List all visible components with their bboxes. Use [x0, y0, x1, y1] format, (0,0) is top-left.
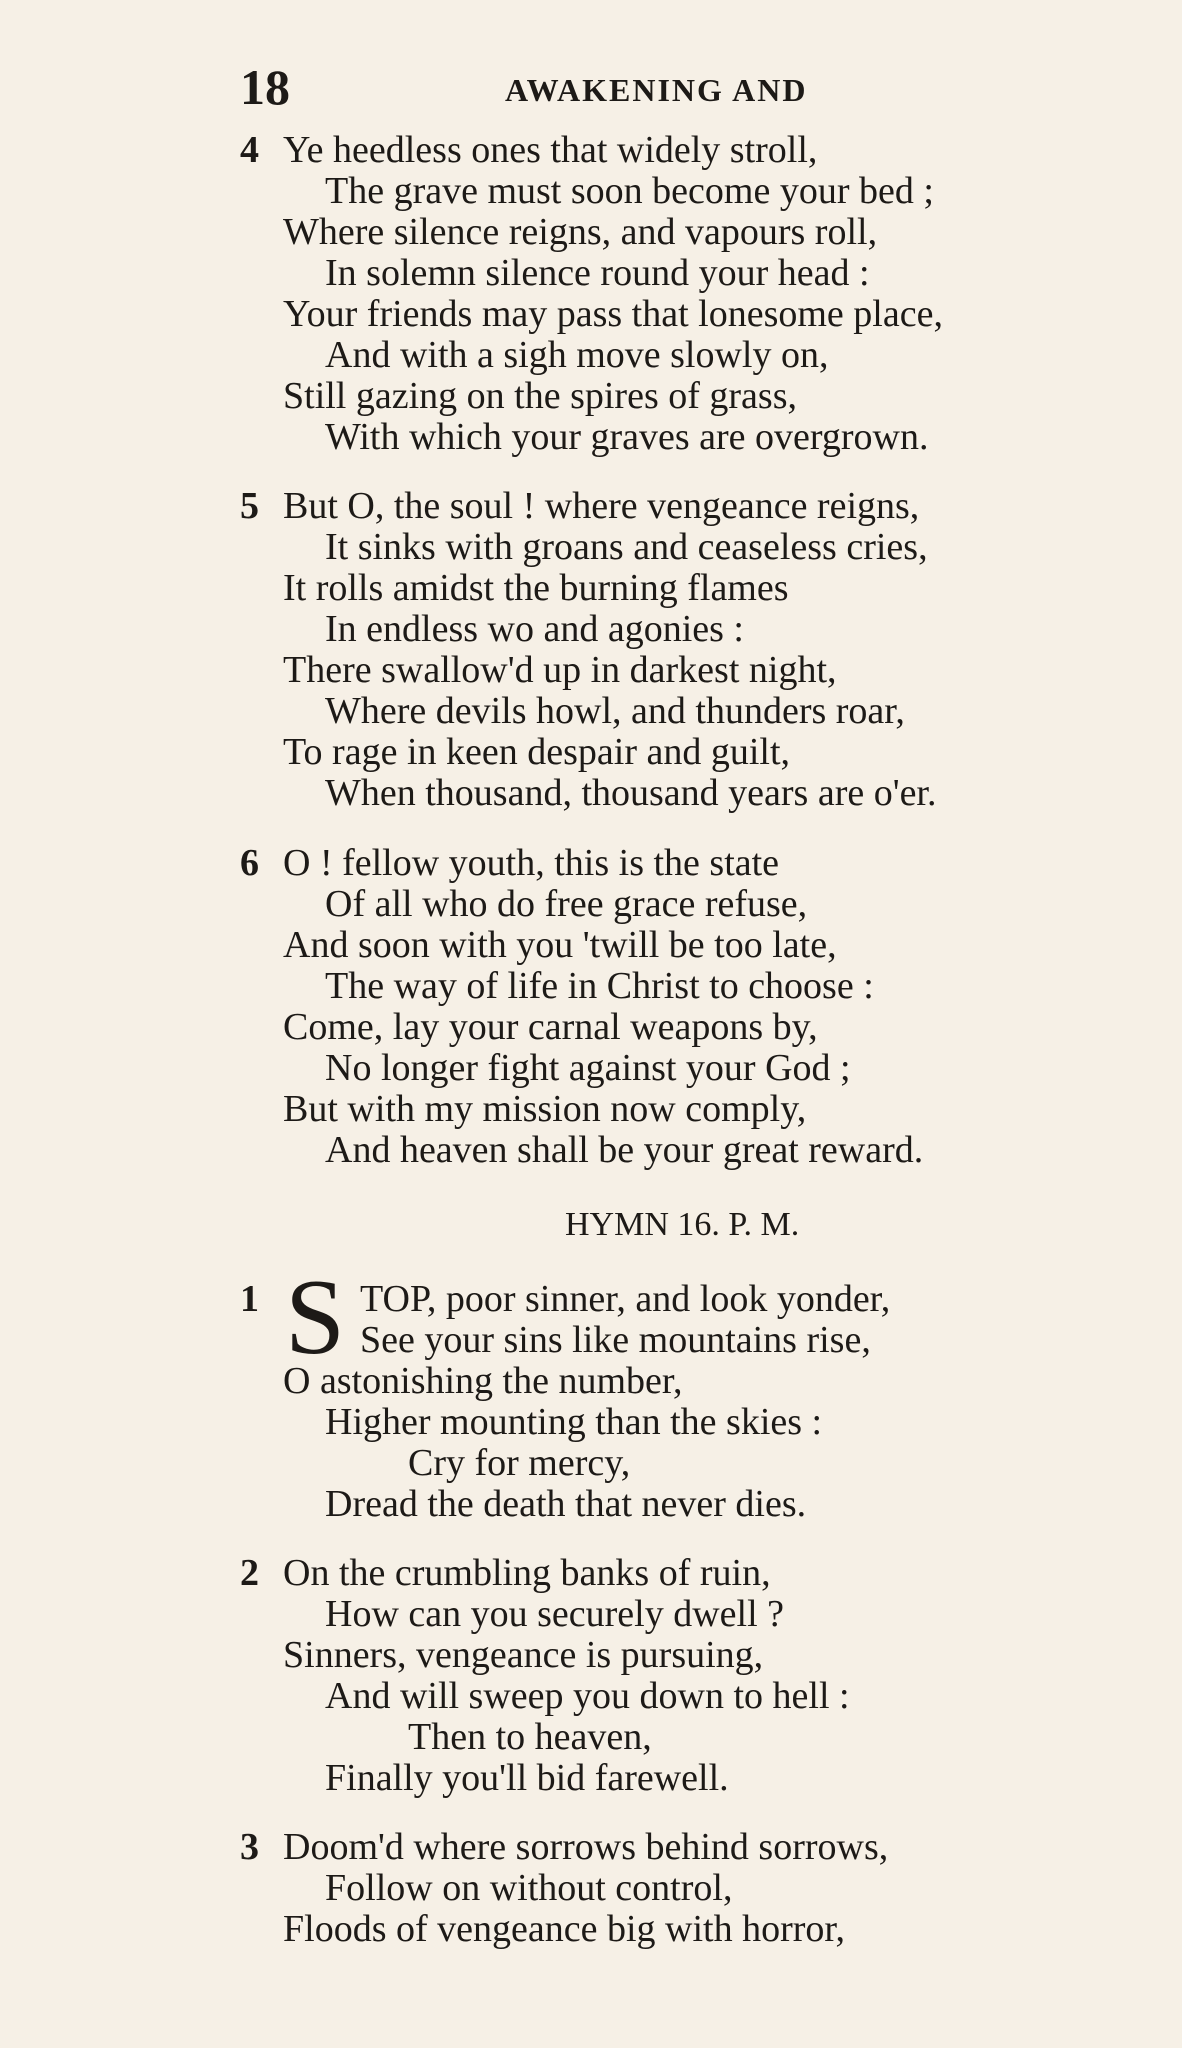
verse-text: Where devils howl, and thunders roar,	[325, 690, 905, 732]
verse-text: Still gazing on the spires of grass,	[283, 375, 797, 417]
verse-text: Cry for mercy,	[408, 1442, 631, 1484]
verse-text: Your friends may pass that lonesome place,	[283, 293, 943, 335]
verse-text: To rage in keen despair and guilt,	[283, 731, 791, 773]
verse-text: Floods of vengeance big with horror,	[283, 1908, 846, 1950]
stanza-number: 1	[240, 1278, 259, 1320]
verse-text: See your sins like mountains rise,	[360, 1319, 871, 1361]
drop-cap: S	[285, 1258, 346, 1377]
verse-text: Of all who do free grace refuse,	[325, 883, 808, 925]
verse-text: In endless wo and agonies :	[325, 608, 744, 650]
stanza-number: 3	[240, 1826, 259, 1868]
verse-text: And soon with you 'twill be too late,	[283, 924, 837, 966]
hymn-title-text: HYMN 16. P. M.	[565, 1206, 800, 1243]
verse-text: Doom'd where sorrows behind sorrows,	[283, 1826, 889, 1868]
verse-text: On the crumbling banks of ruin,	[283, 1552, 771, 1594]
stanza-number: 2	[240, 1552, 259, 1594]
stanza-number: 6	[240, 842, 259, 884]
verse-text: O ! fellow youth, this is the state	[283, 842, 780, 884]
verse-text: The grave must soon become your bed ;	[325, 170, 934, 212]
stanza-number: 4	[240, 129, 259, 171]
page-number: 18	[240, 59, 290, 115]
stanza-number: 5	[240, 485, 259, 527]
verse-text: Ye heedless ones that widely stroll,	[283, 129, 818, 171]
verse-text: Finally you'll bid farewell.	[325, 1757, 729, 1799]
verse-text: Come, lay your carnal weapons by,	[283, 1006, 818, 1048]
verse-text: When thousand, thousand years are o'er.	[325, 772, 937, 814]
verse-text: It rolls amidst the burning flames	[283, 567, 789, 609]
verse-text: But with my mission now comply,	[283, 1088, 807, 1130]
verse-text: How can you securely dwell ?	[325, 1593, 785, 1635]
verse-text: No longer fight against your God ;	[325, 1047, 851, 1089]
verse-text: Sinners, vengeance is pursuing,	[283, 1634, 764, 1676]
verse-text: O astonishing the number,	[283, 1360, 683, 1402]
verse-text: Then to heaven,	[408, 1716, 652, 1758]
hymn-title	[0, 1203, 1182, 1247]
verse-text: In solemn silence round your head :	[325, 252, 870, 294]
verse-text: There swallow'd up in darkest night,	[283, 649, 837, 691]
verse-text: It sinks with groans and ceaseless cries,	[325, 526, 928, 568]
verse-text: Dread the death that never dies.	[325, 1483, 807, 1525]
verse-text: And heaven shall be your great reward.	[325, 1129, 924, 1171]
verse-text: Higher mounting than the skies :	[325, 1401, 823, 1443]
page-header	[0, 58, 1182, 118]
verse-text: But O, the soul ! where vengeance reigns,	[283, 485, 920, 527]
verse-text: And will sweep you down to hell :	[325, 1675, 850, 1717]
running-head: AWAKENING AND	[505, 72, 808, 108]
verse-text: With which your graves are overgrown.	[325, 416, 929, 458]
verse-text: And with a sigh move slowly on,	[325, 334, 829, 376]
verse-text: The way of life in Christ to choose :	[325, 965, 874, 1007]
verse-text: Where silence reigns, and vapours roll,	[283, 211, 878, 253]
verse-text: Follow on without control,	[325, 1867, 733, 1909]
verse-text: TOP, poor sinner, and look yonder,	[360, 1278, 891, 1320]
